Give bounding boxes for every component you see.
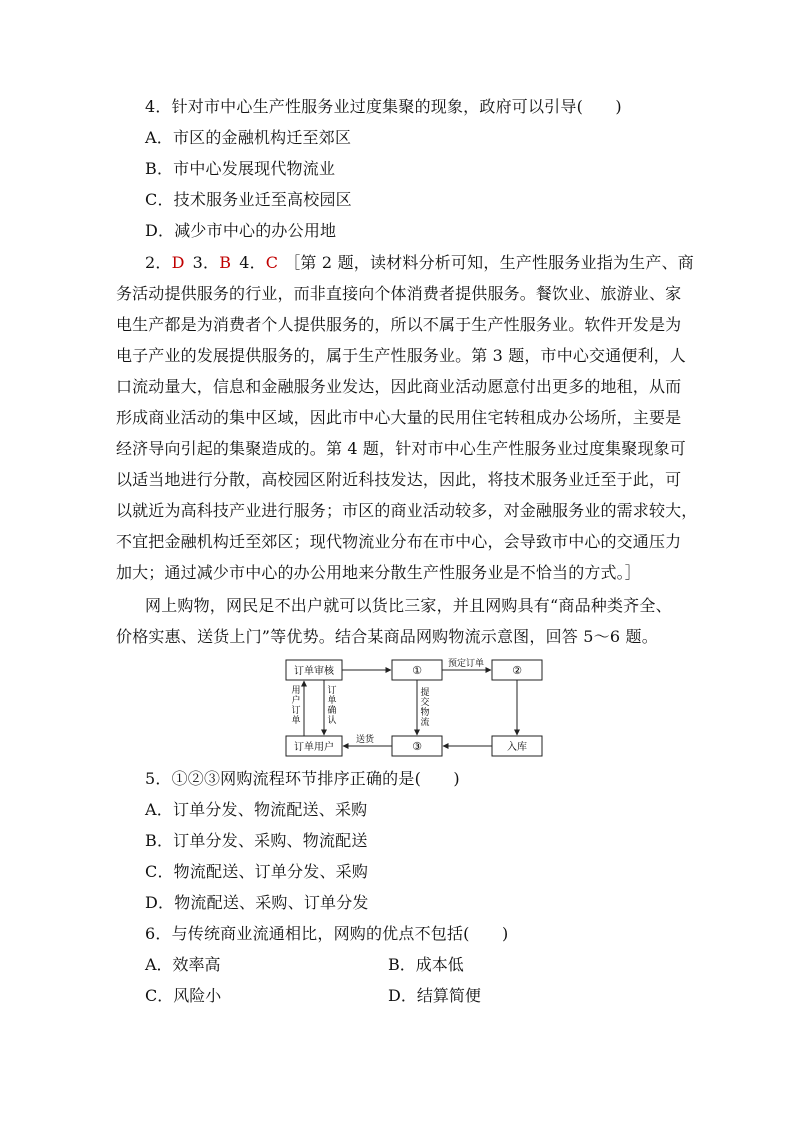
q4-option-a: A．市区的金融机构迁至郊区 [145,128,352,147]
label-submit-logistics-char: 流 [420,718,430,728]
q5-option-b: B．订单分发、采购、物流配送 [145,831,368,850]
q6-option-a: A．效率高 [145,955,221,974]
explanation-line: 以就近为高科技产业进行服务；市区的商业活动较多，对金融服务业的需求较大， [116,501,698,520]
explanation-line: 形成商业活动的集中区域，因此市中心大量的民用住宅转租成办公场所，主要是 [116,408,682,427]
answer-4-number: 4． [239,253,266,272]
answer-2-value: D [171,253,185,272]
label-user-order-char: 用 [291,686,301,696]
q5-stem: 5．①②③网购流程环节排序正确的是( ) [145,769,460,788]
label-user-order-char: 单 [291,716,301,726]
label-preorder: 预定订单 [447,659,485,669]
box-order-review-label: 订单审核 [294,666,334,677]
answer-2-number: 2． [145,253,172,272]
q6-option-d: D．结算简便 [388,986,481,1005]
q5-option-d: D．物流配送、采购、订单分发 [145,893,369,912]
q6-option-b: B．成本低 [388,955,464,974]
q4-option-b: B．市中心发展现代物流业 [145,159,336,178]
explanation-line: 加大；通过减少市中心的办公用地来分散生产性服务业是不恰当的方式。］ [116,563,641,582]
label-user-order-char: 户 [291,696,301,706]
label-order-confirm-char: 单 [327,696,337,706]
intro-line: 价格实惠、送货上门”等优势。结合某商品网购物流示意图，回答 5～6 题。 [116,627,658,646]
box-warehouse-label: 入库 [507,742,527,753]
label-delivery: 送货 [355,735,375,745]
explanation-line: ［第 2 题，读材料分析可知，生产性服务业指为生产、商 [284,253,694,272]
explanation-line: 经济导向引起的集聚造成的。第 4 题，针对市中心生产性服务业过度集聚现象可 [116,439,686,458]
label-user-order-char: 订 [291,706,301,716]
explanation-line: 电子产业的发展提供服务的，属于生产性服务业。第 3 题，市中心交通便利，人 [116,346,686,365]
label-submit-logistics-char: 提 [420,688,430,698]
q4-stem: 4．针对市中心生产性服务业过度集聚的现象，政府可以引导( ) [145,97,622,116]
explanation-line: 以适当地进行分散，高校园区附近科技发达，因此，将技术服务业迁至于此，可 [116,470,682,489]
label-submit-logistics-char: 交 [420,698,430,708]
label-order-confirm-char: 认 [327,716,337,726]
answer-4-value: C [265,253,279,272]
intro-line: 网上购物，网民足不出户就可以货比三家，并且网购具有“商品种类齐全、 [145,596,672,615]
online-shopping-flow-diagram [280,654,552,760]
explanation-line: 务活动提供服务的行业，而非直接向个体消费者提供服务。餐饮业、旅游业、家 [116,284,682,303]
box-step-1-label: ① [412,664,422,677]
q6-stem: 6．与传统商业流通相比，网购的优点不包括( ) [145,924,509,943]
answer-3-value: B [219,253,232,272]
q4-option-d: D．减少市中心的办公用地 [145,221,337,240]
q4-option-c: C．技术服务业迁至高校园区 [145,190,352,209]
q5-option-c: C．物流配送、订单分发、采购 [145,862,369,881]
q6-option-c: C．风险小 [145,986,222,1005]
answer-3-number: 3． [192,253,220,272]
answer-line [145,253,715,273]
box-order-user-label: 订单用户 [294,742,334,753]
label-order-confirm-char: 确 [327,706,337,716]
explanation-line: 口流动量大，信息和金融服务业发达，因此商业活动愿意付出更多的地租，从而 [116,377,682,396]
explanation-line: 不宜把金融机构迁至郊区；现代物流业分布在市中心，会导致市中心的交通压力 [116,532,682,551]
box-step-2-label: ② [512,664,522,677]
box-step-3-label: ③ [412,740,422,753]
explanation-line: 电生产都是为消费者个人提供服务的，所以不属于生产性服务业。软件开发是为 [116,315,682,334]
label-order-confirm-char: 订 [327,686,337,696]
q5-option-a: A．订单分发、物流配送、采购 [145,800,368,819]
label-submit-logistics-char: 物 [420,708,430,718]
